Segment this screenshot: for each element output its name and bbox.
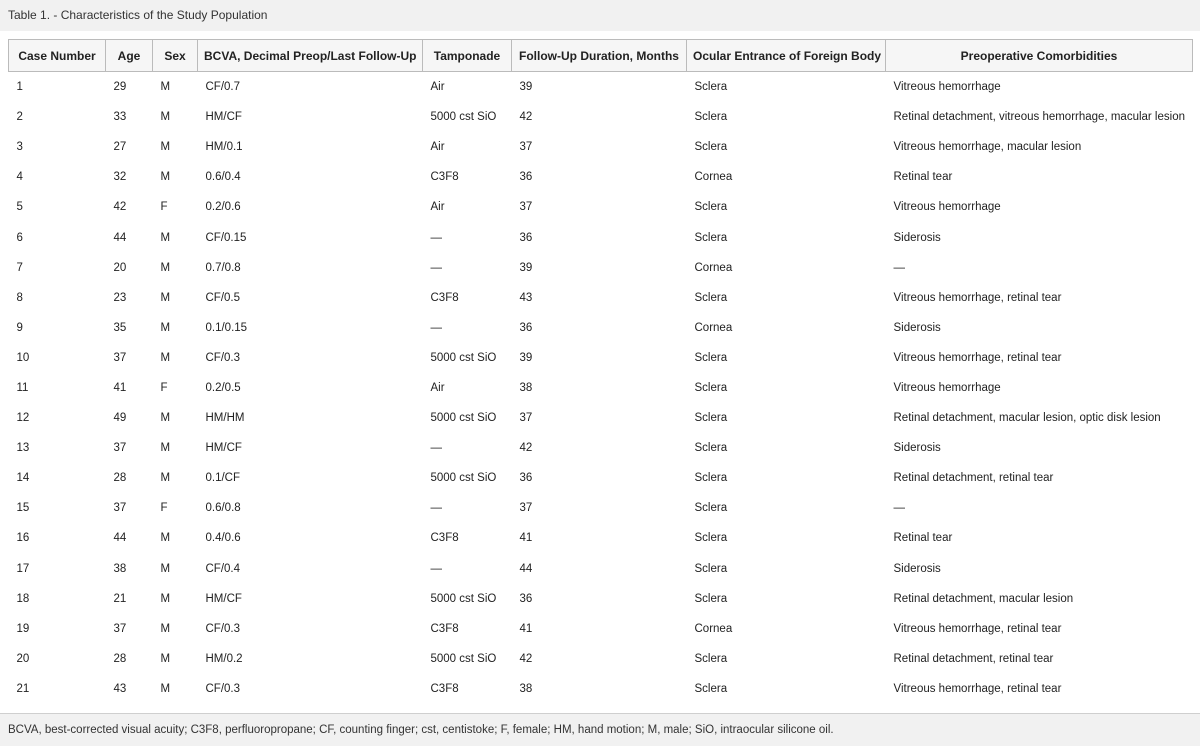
table-row <box>9 674 1193 704</box>
follow-up-cell: 36 <box>519 231 533 244</box>
tamponade-cell: C3F8 <box>430 171 459 184</box>
comorbidities-cell: Retinal detachment, vitreous hemorrhage, macular lesion <box>893 111 1185 124</box>
age-cell: 43 <box>113 682 127 695</box>
ocular-entrance-cell: Sclera <box>694 81 728 94</box>
tamponade-cell: 5000 cst SiO <box>430 652 497 665</box>
comorbidities-cell: Vitreous hemorrhage, retinal tear <box>893 682 1062 695</box>
table-row <box>9 373 1193 403</box>
case-number-cell: 5 <box>16 201 23 214</box>
age-cell: 37 <box>113 502 127 515</box>
comorbidities-cell: Vitreous hemorrhage <box>893 81 1001 94</box>
sex-cell: M <box>160 622 171 635</box>
table-footnote: BCVA, best-corrected visual acuity; C3F8, perfluoropropane; CF, counting finger; cst, centistoke; F, female; HM, hand motion; M, male; SiO, intraocular silicone oil. <box>0 713 1200 746</box>
tamponade-cell: 5000 cst SiO <box>430 592 497 605</box>
bcva-cell: CF/0.3 <box>205 622 241 635</box>
case-number-cell: 3 <box>16 141 23 154</box>
case-number-cell: 2 <box>16 111 23 124</box>
comorbidities-cell: Siderosis <box>893 562 941 575</box>
age-cell: 32 <box>113 171 127 184</box>
follow-up-cell: 38 <box>519 381 533 394</box>
tamponade-cell: 5000 cst SiO <box>430 472 497 485</box>
bcva-cell: HM/CF <box>205 442 242 455</box>
case-number-cell: 9 <box>16 321 23 334</box>
follow-up-cell: 36 <box>519 472 533 485</box>
case-number-cell: 15 <box>16 502 30 515</box>
table-row <box>9 72 1193 103</box>
comorbidities-cell: Siderosis <box>893 442 941 455</box>
age-cell: 37 <box>113 351 127 364</box>
tamponade-cell: C3F8 <box>430 622 459 635</box>
age-cell: 41 <box>113 381 127 394</box>
ocular-entrance-cell: Sclera <box>694 652 728 665</box>
case-number-cell: 21 <box>16 682 30 695</box>
table-header <box>9 40 1193 72</box>
bcva-cell: 0.6/0.8 <box>205 502 241 515</box>
sex-cell: M <box>160 171 171 184</box>
age-cell: 38 <box>113 562 127 575</box>
ocular-entrance-cell: Cornea <box>694 622 733 635</box>
tamponade-cell: Air <box>430 381 445 394</box>
case-number-cell: 6 <box>16 231 23 244</box>
case-number-cell: 18 <box>16 592 30 605</box>
ocular-entrance-cell: Cornea <box>694 321 733 334</box>
age-cell: 28 <box>113 652 127 665</box>
age-cell: 44 <box>113 231 127 244</box>
comorbidities-cell: Retinal tear <box>893 171 953 184</box>
bcva-cell: CF/0.4 <box>205 562 241 575</box>
age-cell: 35 <box>113 321 127 334</box>
ocular-entrance-cell: Sclera <box>694 442 728 455</box>
age-cell: 42 <box>113 201 127 214</box>
follow-up-cell: 44 <box>519 562 533 575</box>
tamponade-cell: — <box>430 502 442 515</box>
follow-up-cell: 43 <box>519 291 533 304</box>
case-number-cell: 14 <box>16 472 30 485</box>
ocular-entrance-cell: Sclera <box>694 351 728 364</box>
case-number-cell: 16 <box>16 532 30 545</box>
column-header-comorbidities: Preoperative Comorbidities <box>886 40 1193 72</box>
bcva-cell: 0.2/0.5 <box>205 381 241 394</box>
follow-up-cell: 37 <box>519 502 533 515</box>
bcva-cell: CF/0.7 <box>205 81 241 94</box>
ocular-entrance-cell: Sclera <box>694 141 728 154</box>
sex-cell: M <box>160 141 171 154</box>
ocular-entrance-cell: Sclera <box>694 502 728 515</box>
ocular-entrance-cell: Sclera <box>694 562 728 575</box>
bcva-cell: HM/CF <box>205 111 242 124</box>
ocular-entrance-cell: Sclera <box>694 592 728 605</box>
comorbidities-cell: Retinal detachment, retinal tear <box>893 472 1054 485</box>
header-row <box>9 40 1193 72</box>
age-cell: 23 <box>113 291 127 304</box>
tamponade-cell: — <box>430 231 442 244</box>
sex-cell: M <box>160 592 171 605</box>
sex-cell: M <box>160 412 171 425</box>
follow-up-cell: 42 <box>519 111 533 124</box>
age-cell: 27 <box>113 141 127 154</box>
comorbidities-cell: Retinal detachment, retinal tear <box>893 652 1054 665</box>
comorbidities-cell: Vitreous hemorrhage <box>893 381 1001 394</box>
case-number-cell: 8 <box>16 291 23 304</box>
table-row <box>9 253 1193 283</box>
table-row <box>9 463 1193 493</box>
tamponade-cell: 5000 cst SiO <box>430 412 497 425</box>
follow-up-cell: 37 <box>519 141 533 154</box>
column-header-bcva: BCVA, Decimal Preop/Last Follow-Up <box>198 40 423 72</box>
tamponade-cell: — <box>430 261 442 274</box>
table-row <box>9 644 1193 674</box>
case-number-cell: 17 <box>16 562 30 575</box>
table-row <box>9 222 1193 252</box>
tamponade-cell: C3F8 <box>430 532 459 545</box>
comorbidities-cell: Retinal detachment, macular lesion <box>893 592 1074 605</box>
table-row <box>9 102 1193 132</box>
comorbidities-cell: — <box>893 261 905 274</box>
follow-up-cell: 36 <box>519 321 533 334</box>
tamponade-cell: — <box>430 321 442 334</box>
tamponade-cell: 5000 cst SiO <box>430 351 497 364</box>
table-row <box>9 403 1193 433</box>
comorbidities-cell: Retinal detachment, macular lesion, optic disk lesion <box>893 412 1161 425</box>
sex-cell: M <box>160 291 171 304</box>
ocular-entrance-cell: Sclera <box>694 472 728 485</box>
bcva-cell: CF/0.3 <box>205 682 241 695</box>
sex-cell: M <box>160 682 171 695</box>
tamponade-cell: Air <box>430 141 445 154</box>
bcva-cell: CF/0.15 <box>205 231 247 244</box>
bcva-cell: HM/0.2 <box>205 652 243 665</box>
comorbidities-cell: — <box>893 502 905 515</box>
tamponade-cell: C3F8 <box>430 682 459 695</box>
bcva-cell: 0.6/0.4 <box>205 171 241 184</box>
sex-cell: F <box>160 201 168 214</box>
tamponade-cell: — <box>430 562 442 575</box>
follow-up-cell: 41 <box>519 622 533 635</box>
age-cell: 37 <box>113 442 127 455</box>
bcva-cell: 0.2/0.6 <box>205 201 241 214</box>
case-number-cell: 20 <box>16 652 30 665</box>
study-population-table <box>8 39 1193 704</box>
ocular-entrance-cell: Sclera <box>694 231 728 244</box>
table-row <box>9 584 1193 614</box>
table-row <box>9 343 1193 373</box>
table-row <box>9 523 1193 553</box>
table-row <box>9 614 1193 644</box>
ocular-entrance-cell: Sclera <box>694 532 728 545</box>
age-cell: 44 <box>113 532 127 545</box>
follow-up-cell: 39 <box>519 81 533 94</box>
case-number-cell: 19 <box>16 622 30 635</box>
sex-cell: M <box>160 442 171 455</box>
column-header-ocular-entrance: Ocular Entrance of Foreign Body <box>687 40 886 72</box>
sex-cell: M <box>160 532 171 545</box>
age-cell: 28 <box>113 472 127 485</box>
follow-up-cell: 37 <box>519 201 533 214</box>
sex-cell: M <box>160 231 171 244</box>
sex-cell: M <box>160 261 171 274</box>
follow-up-cell: 42 <box>519 442 533 455</box>
bcva-cell: CF/0.5 <box>205 291 241 304</box>
table-row <box>9 313 1193 343</box>
table-row <box>9 192 1193 222</box>
sex-cell: M <box>160 562 171 575</box>
table-container <box>8 39 1192 704</box>
ocular-entrance-cell: Sclera <box>694 201 728 214</box>
bcva-cell: HM/0.1 <box>205 141 243 154</box>
case-number-cell: 4 <box>16 171 23 184</box>
ocular-entrance-cell: Sclera <box>694 412 728 425</box>
bcva-cell: 0.7/0.8 <box>205 261 241 274</box>
bcva-cell: 0.1/CF <box>205 472 241 485</box>
age-cell: 29 <box>113 81 127 94</box>
age-cell: 33 <box>113 111 127 124</box>
sex-cell: F <box>160 381 168 394</box>
bcva-cell: HM/CF <box>205 592 242 605</box>
case-number-cell: 11 <box>16 381 29 394</box>
table-row <box>9 433 1193 463</box>
comorbidities-cell: Siderosis <box>893 321 941 334</box>
sex-cell: M <box>160 111 171 124</box>
ocular-entrance-cell: Sclera <box>694 381 728 394</box>
case-number-cell: 13 <box>16 442 30 455</box>
case-number-cell: 12 <box>16 412 30 425</box>
sex-cell: M <box>160 652 171 665</box>
sex-cell: M <box>160 321 171 334</box>
sex-cell: M <box>160 351 171 364</box>
follow-up-cell: 38 <box>519 682 533 695</box>
column-header-tamponade: Tamponade <box>423 40 512 72</box>
age-cell: 20 <box>113 261 127 274</box>
table-row <box>9 283 1193 313</box>
sex-cell: M <box>160 472 171 485</box>
bcva-cell: 0.4/0.6 <box>205 532 241 545</box>
follow-up-cell: 42 <box>519 652 533 665</box>
table-row <box>9 493 1193 523</box>
case-number-cell: 7 <box>16 261 23 274</box>
column-header-follow-up-duration: Follow-Up Duration, Months <box>512 40 687 72</box>
table-row <box>9 554 1193 584</box>
comorbidities-cell: Vitreous hemorrhage, macular lesion <box>893 141 1082 154</box>
case-number-cell: 1 <box>16 81 23 94</box>
table-row <box>9 132 1193 162</box>
column-header-age: Age <box>106 40 153 72</box>
bcva-cell: CF/0.3 <box>205 351 241 364</box>
ocular-entrance-cell: Cornea <box>694 261 733 274</box>
ocular-entrance-cell: Sclera <box>694 682 728 695</box>
follow-up-cell: 36 <box>519 171 533 184</box>
table-row <box>9 162 1193 192</box>
follow-up-cell: 39 <box>519 261 533 274</box>
follow-up-cell: 36 <box>519 592 533 605</box>
age-cell: 37 <box>113 622 127 635</box>
bcva-cell: 0.1/0.15 <box>205 321 248 334</box>
sex-cell: F <box>160 502 168 515</box>
age-cell: 49 <box>113 412 127 425</box>
tamponade-cell: Air <box>430 81 445 94</box>
comorbidities-cell: Retinal tear <box>893 532 953 545</box>
comorbidities-cell: Vitreous hemorrhage <box>893 201 1001 214</box>
table-body <box>9 72 1193 704</box>
case-number-cell: 10 <box>16 351 30 364</box>
tamponade-cell: C3F8 <box>430 291 459 304</box>
follow-up-cell: 39 <box>519 351 533 364</box>
tamponade-cell: Air <box>430 201 445 214</box>
column-header-case-number: Case Number <box>9 40 106 72</box>
ocular-entrance-cell: Sclera <box>694 291 728 304</box>
follow-up-cell: 41 <box>519 532 533 545</box>
tamponade-cell: — <box>430 442 442 455</box>
tamponade-cell: 5000 cst SiO <box>430 111 497 124</box>
age-cell: 21 <box>113 592 127 605</box>
sex-cell: M <box>160 81 171 94</box>
column-header-sex: Sex <box>153 40 198 72</box>
comorbidities-cell: Siderosis <box>893 231 941 244</box>
comorbidities-cell: Vitreous hemorrhage, retinal tear <box>893 291 1062 304</box>
comorbidities-cell: Vitreous hemorrhage, retinal tear <box>893 622 1062 635</box>
table-caption: Table 1. - Characteristics of the Study Population <box>0 0 1200 31</box>
ocular-entrance-cell: Cornea <box>694 171 733 184</box>
comorbidities-cell: Vitreous hemorrhage, retinal tear <box>893 351 1062 364</box>
bcva-cell: HM/HM <box>205 412 245 425</box>
ocular-entrance-cell: Sclera <box>694 111 728 124</box>
follow-up-cell: 37 <box>519 412 533 425</box>
